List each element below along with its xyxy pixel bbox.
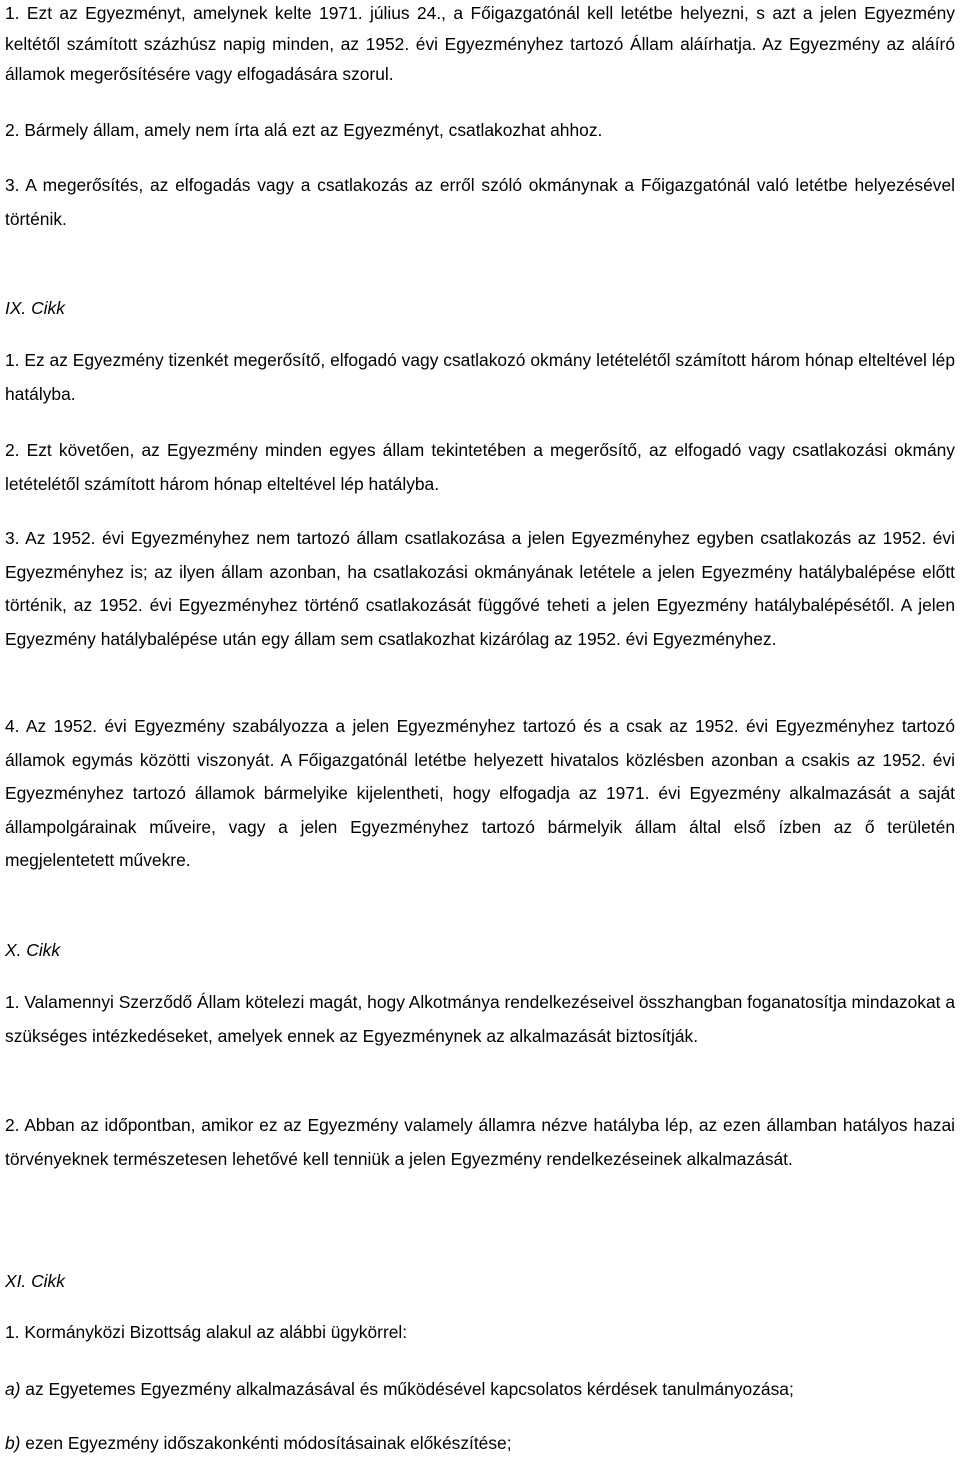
section-heading-x: X. Cikk (5, 940, 61, 960)
paragraph-viii-2: 2. Bármely állam, amely nem írta alá ezt az Egyezményt, csatlakozhat ahhoz. (5, 120, 603, 140)
list-item-a-text: az Egyetemes Egyezmény alkalmazásával és működésével kapcsolatos kérdések tanulmányozása; (20, 1379, 794, 1399)
paragraph-x-1: 1. Valamennyi Szerződő Állam kötelezi magát, hogy Alkotmánya rendelkezéseivel összhangban foganatosítja mindazokat a szükséges intézkedéseket, amelyek ennek az Egyezménynek az alkalmazását biztosítják. (5, 992, 955, 1046)
list-item-b (5, 1427, 955, 1461)
section-heading-xi: XI. Cikk (5, 1271, 65, 1291)
paragraph-xi-1: 1. Kormányközi Bizottság alakul az alábbi ügykörrel: (5, 1322, 408, 1342)
section-heading-ix: IX. Cikk (5, 298, 65, 318)
paragraph-ix-2: 2. Ezt követően, az Egyezmény minden egyes állam tekintetében a megerősítő, az elfogadó vagy csatlakozási okmány letételétől számított három hónap elteltével lép hatályba. (5, 440, 955, 494)
paragraph-x-2: 2. Abban az időpontban, amikor ez az Egyezmény valamely államra nézve hatályba lép, az ezen államban hatályos hazai törvényeknek természetesen lehetővé kell tenniük a jelen Egyezmény rendelkezéseinek alkalmazását. (5, 1115, 955, 1169)
paragraph-viii-1: 1. Ezt az Egyezményt, amelynek kelte 1971. július 24., a Főigazgatónál kell letétbe helyezni, s azt a jelen Egyezmény keltétől számított százhúsz napig minden, az 1952. évi Egyezményhez tartozó Állam aláírhatja. Az Egyezmény az aláíró államok megerősítésére vagy elfogadására szorul. (5, 3, 955, 84)
list-item-b-label: b) (5, 1433, 21, 1453)
list-item-a-label: a) (5, 1379, 21, 1399)
list-item-b-text: ezen Egyezmény időszakonkénti módosításainak előkészítése; (20, 1433, 512, 1453)
paragraph-ix-3: 3. Az 1952. évi Egyezményhez nem tartozó állam csatlakozása a jelen Egyezményhez egyben csatlakozás az 1952. évi Egyezményhez is; az ilyen állam azonban, ha csatlakozási okmányának letétele a jelen Egyezmény hatálybalépése előtt történik, az 1952. évi Egyezményhez történő csatlakozását függővé teheti a jelen Egyezmény hatálybalépésétől. A jelen Egyezmény hatálybalépése után egy állam sem csatlakozhat kizárólag az 1952. évi Egyezményhez. (5, 528, 955, 649)
paragraph-ix-1: 1. Ez az Egyezmény tizenkét megerősítő, elfogadó vagy csatlakozó okmány letételétől számított három hónap elteltével lép hatályba. (5, 350, 955, 404)
paragraph-viii-3: 3. A megerősítés, az elfogadás vagy a csatlakozás az erről szóló okmánynak a Főigazgatónál való letétbe helyezésével történik. (5, 175, 955, 229)
paragraph-ix-4: 4. Az 1952. évi Egyezmény szabályozza a jelen Egyezményhez tartozó és a csak az 1952. évi Egyezményhez tartozó államok egymás közötti viszonyát. A Főigazgatónál letétbe helyezett hivatalos közlésben azonban a csakis az 1952. évi Egyezményhez tartozó államok bármelyike kijelentheti, hogy elfogadja az 1971. évi Egyezmény alkalmazását a saját állampolgárainak műveire, vagy a jelen Egyezményhez tartozó bármelyik állam által első ízben az ő területén megjelentetett művekre. (5, 716, 955, 871)
list-item-a (5, 1373, 955, 1407)
